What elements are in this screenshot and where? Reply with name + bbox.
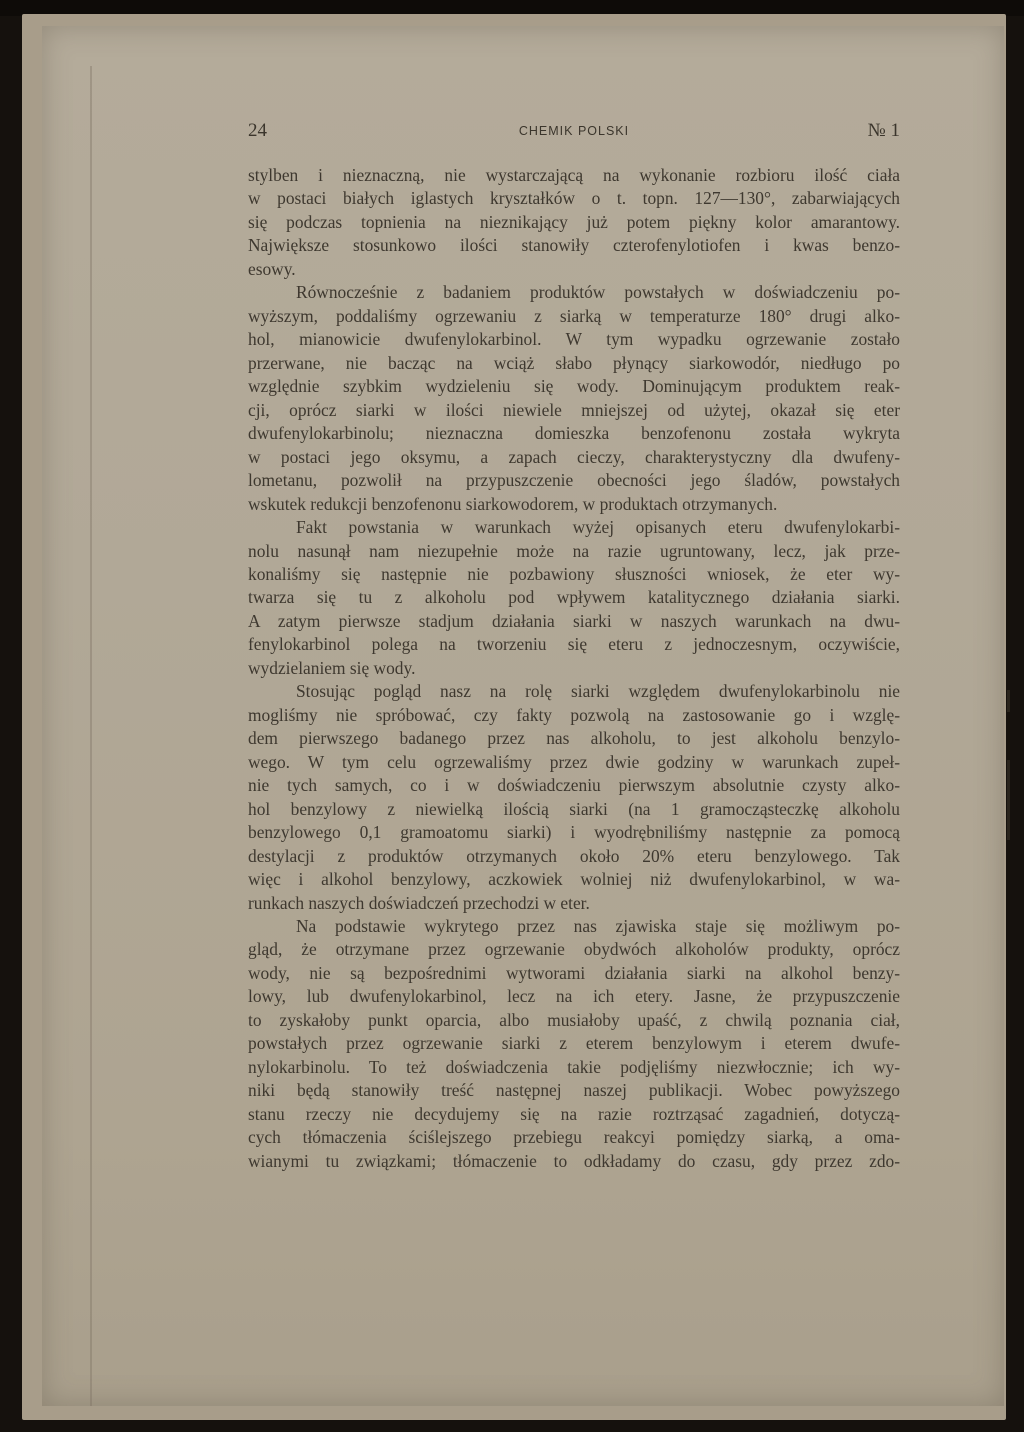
text-line: Stosując pogląd nasz na rolę siarki względem dwufenylokarbinolu nie [296,681,900,702]
text-line: runkach naszych doświadczeń przechodzi w eter. [248,892,590,913]
text-line: niki będą stanowiły treść następnej naszej publikacji. Wobec powyższego [248,1080,900,1101]
edge-mark [1007,690,1010,712]
edge-mark [1007,760,1010,840]
text-line: dem pierwszego badanego przez nas alkoholu, to jest alkoholu benzylo- [248,728,900,749]
page-number: 24 [248,120,267,141]
text-line: stylben i nieznaczną, nie wystarczającą na wykonanie rozbioru ilość ciała [248,165,900,185]
text-line: destylacji z produktów otrzymanych około 20% eteru benzylowego. Tak [248,845,900,866]
text-line: w postaci białych iglastych kryształków o t. topn. 127—130°, zabarwiających [248,188,900,209]
text-line: hol benzylowy z niewielką ilością siarki (na 1 gramocząsteczkę alkoholu [248,798,900,819]
text-line: twarza się tu z alkoholu pod wpływem katalitycznego działania siarki. [248,587,900,608]
text-line: Fakt powstania w warunkach wyżej opisanych eteru dwufenylokarbi- [296,517,900,538]
text-line: Równocześnie z badaniem produktów powstałych w doświadczeniu po- [296,282,900,303]
text-line: wody, nie są bezpośrednimi wytworami działania siarki na alkohol benzy- [248,962,900,983]
text-line: się podczas topnienia na nieznikający już potem piękny kolor amarantowy. [248,211,900,232]
text-line: lowy, lub dwufenylokarbinol, lecz na ich etery. Jasne, że przypuszczenie [248,986,900,1007]
text-line: cych tłómaczenia ściślejszego przebiegu reakcyi pomiędzy siarką, a oma- [248,1127,900,1148]
text-line: benzylowego 0,1 gramoatomu siarki) i wyodrębniliśmy następnie za pomocą [248,822,900,843]
text-line: wianymi tu związkami; tłómaczenie to odkładamy do czasu, gdy przez zdo- [248,1150,900,1171]
text-line: nie tych samych, co i w doświadczeniu pierwszym absolutnie czysty alko- [248,775,900,796]
text-line: stanu rzeczy nie decydujemy się na razie roztrząsać zagadnień, dotyczą- [248,1103,900,1124]
issue-number: № 1 [867,120,900,141]
text-line: wskutek redukcji benzofenonu siarkowodorem, w produktach otrzymanych. [248,493,778,514]
text-line: wyższym, poddaliśmy ogrzewaniu z siarką w temperaturze 180° drugi alko- [248,305,900,326]
page-fold-line [90,66,92,1406]
text-line: Największe stosunkowo ilości stanowiły czterofenylotiofen i kwas benzo- [248,235,900,256]
text-line: A zatym pierwsze stadjum działania siarki w naszych warunkach na dwu- [248,610,900,631]
text-line: wego. W tym celu ogrzewaliśmy przez dwie godziny w warunkach zupeł- [248,751,900,772]
text-line: powstałych przez ogrzewanie siarki z eterem benzylowym i eterem dwufe- [248,1033,900,1054]
text-line: wydzielaniem się wody. [248,657,416,678]
text-line: przerwane, nie bacząc na wciąż słabo płynący siarkowodór, niedługo po [248,352,900,373]
text-line: w postaci jego oksymu, a zapach cieczy, charakterystyczny dla dwufeny- [248,446,900,467]
text-line: dwufenylokarbinolu; nieznaczna domieszka benzofenonu została wykryta [248,423,900,444]
text-line: lometanu, pozwolił na przypuszczenie obecności jego śladów, powstałych [248,470,900,491]
text-line: hol, mianowicie dwufenylokarbinol. W tym wypadku ogrzewanie zostało [248,329,900,350]
text-line: Na podstawie wykrytego przez nas zjawiska staje się możliwym po- [296,916,900,936]
text-line: gląd, że otrzymane przez ogrzewanie obydwóch alkoholów produkty, oprócz [248,939,900,960]
text-line: to zyskałoby punkt oparcia, albo musiałoby upaść, z chwilą poznania ciał, [248,1009,900,1030]
text-line: konaliśmy się następnie nie pozbawiony słuszności wniosek, że eter wy- [248,563,900,584]
text-line: cji, oprócz siarki w ilości niewiele mniejszej od użytej, okazał się eter [248,399,900,420]
text-line: więc i alkohol benzylowy, aczkowiek wolniej niż dwufenylokarbinol, w wa- [248,869,900,890]
article-body [248,164,900,1173]
text-line: mogliśmy nie spróbować, czy fakty pozwolą na zastosowanie go i wzglę- [248,704,900,725]
text-line: esowy. [248,258,296,279]
text-line: nolu nasunął nam niezupełnie może na razie ugruntowany, lecz, jak prze- [248,540,900,561]
running-header [248,118,900,146]
text-line: fenylokarbinol polega na tworzeniu się eteru z jednoczesnym, oczywiście, [248,634,900,655]
text-line: nylokarbinolu. To też doświadczenia takie podjęliśmy niezwłocznie; ich wy- [248,1056,900,1077]
journal-title: CHEMIK POLSKI [518,124,630,138]
text-line: względnie szybkim wydzieleniu się wody. Dominującym produktem reak- [248,376,900,397]
